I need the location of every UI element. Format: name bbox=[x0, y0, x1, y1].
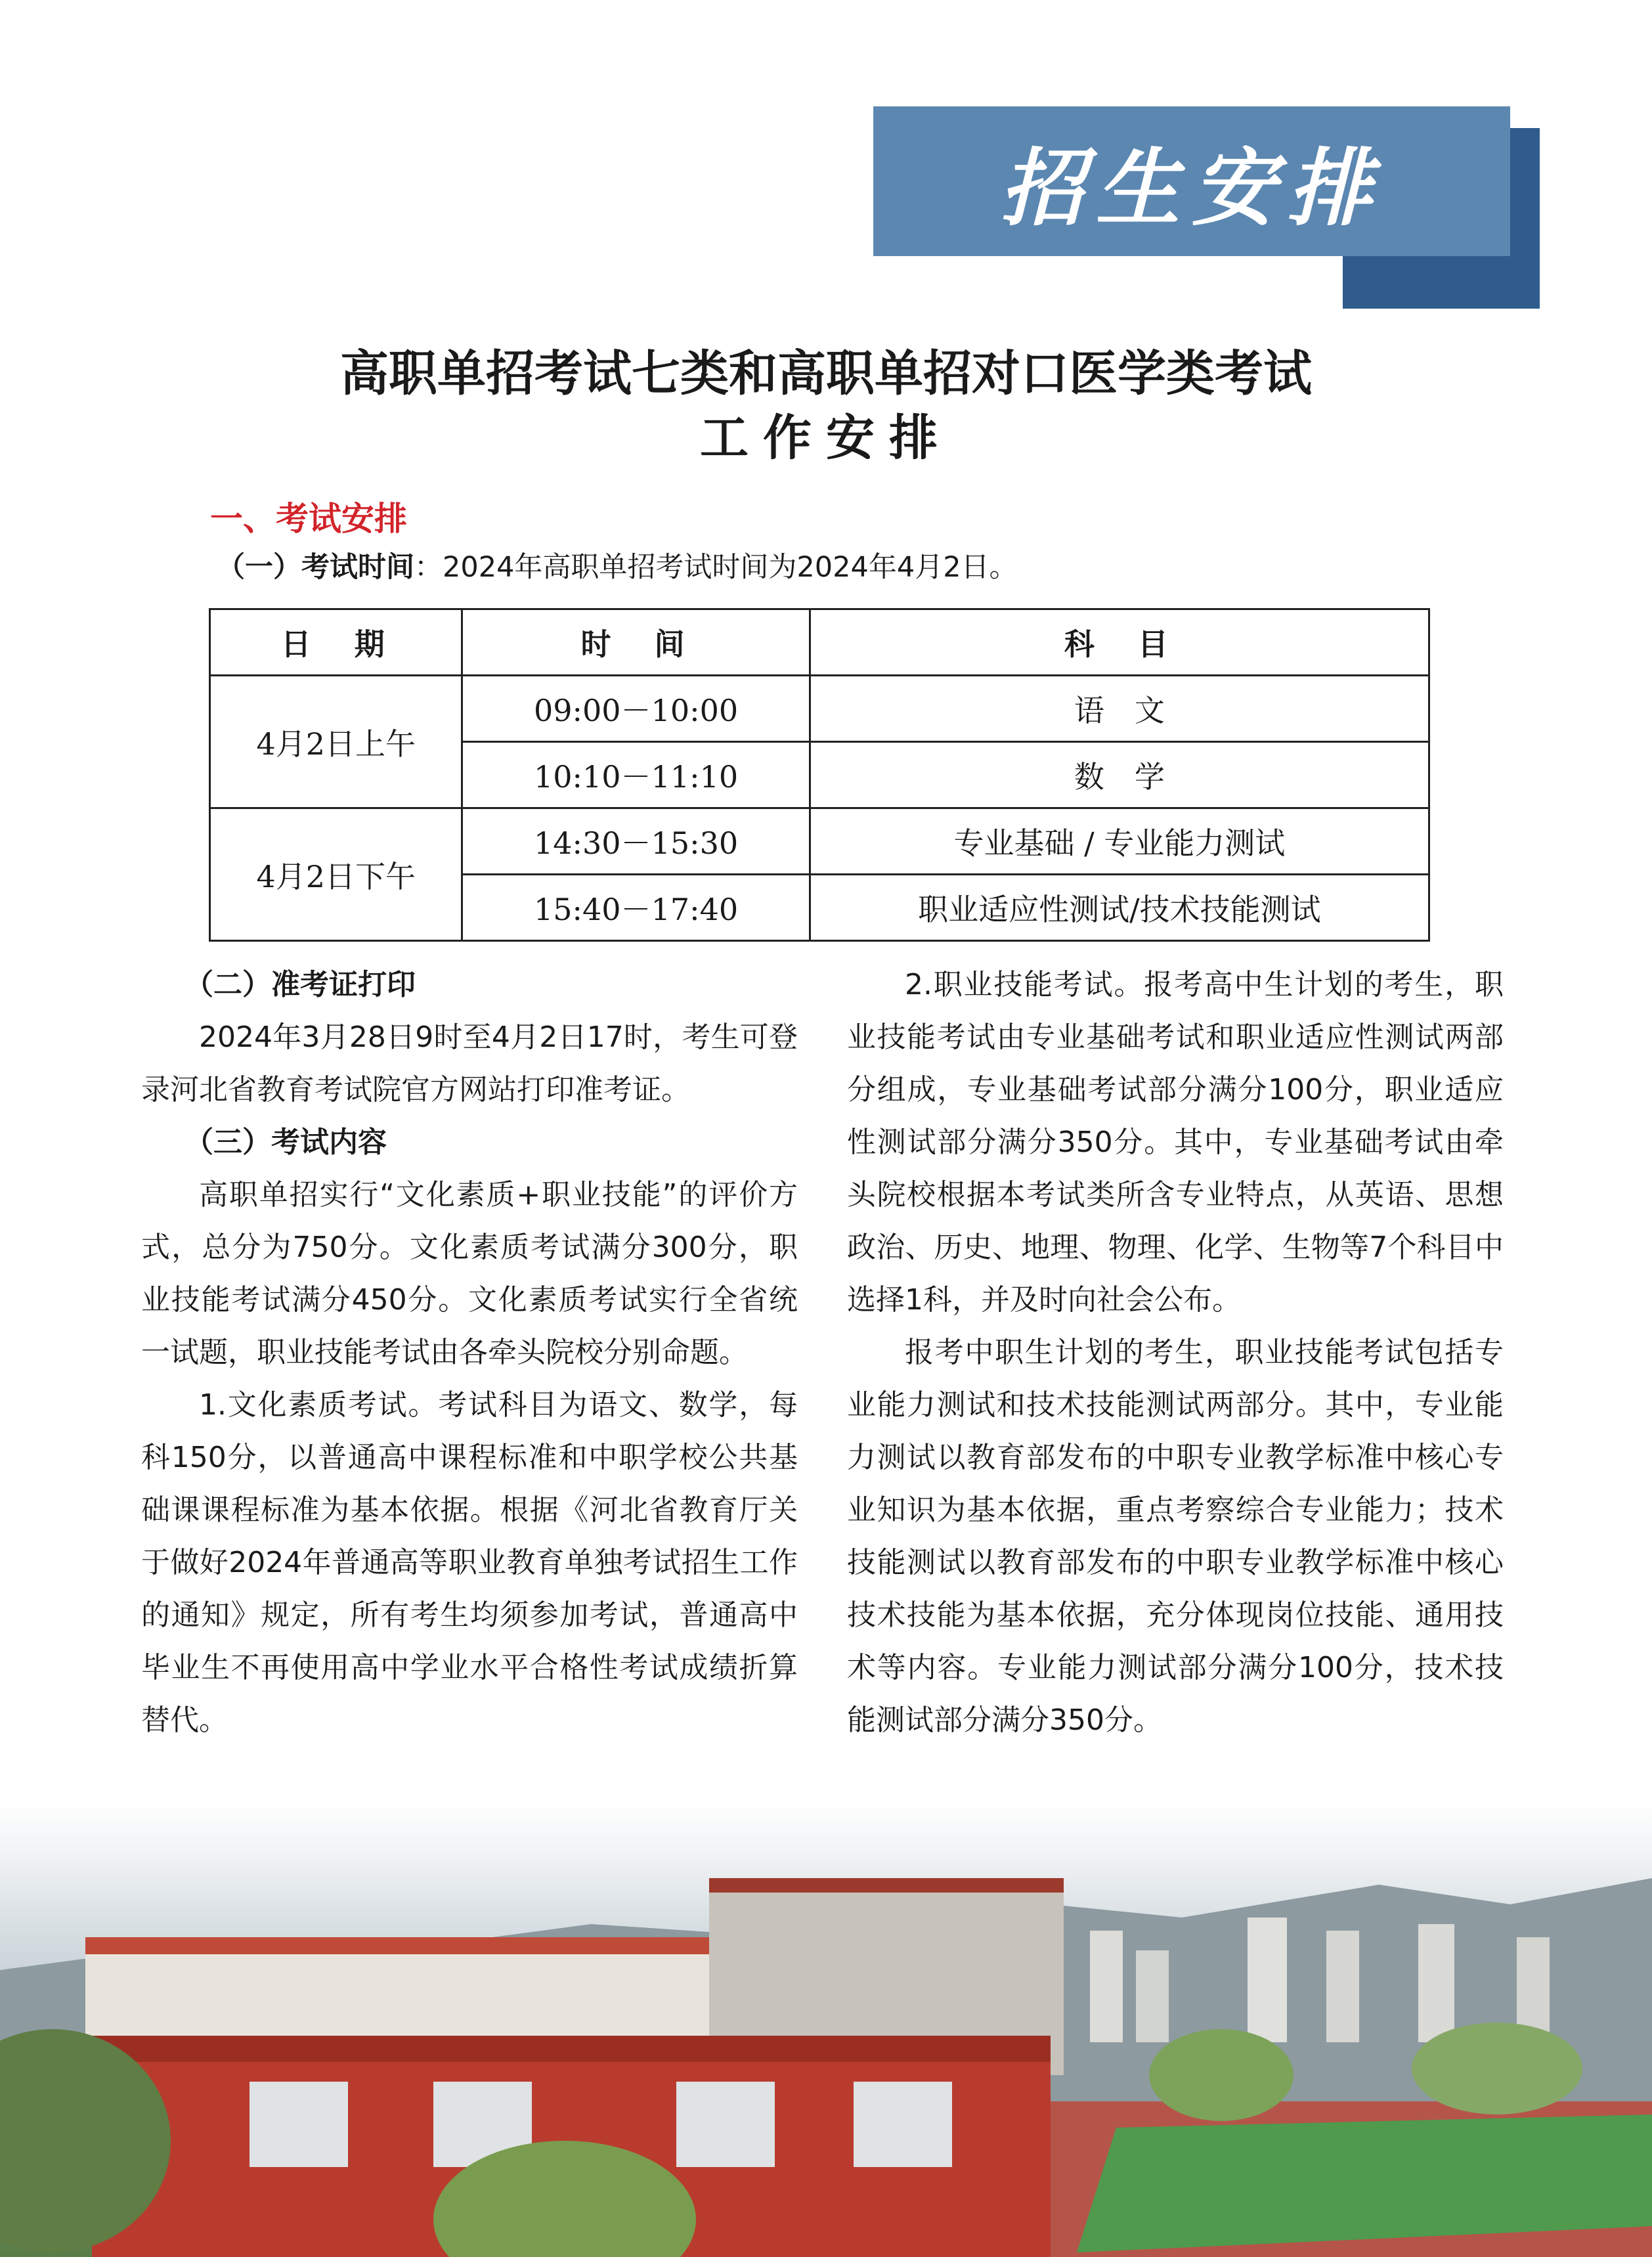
table-header-row bbox=[210, 609, 1429, 676]
paragraph-skill-exam: 2.职业技能考试。报考高中生计划的考生，职业技能考试由专业基础考试和职业适应性测试两部分组成，专业基础考试部分满分100分，职业适应性测试部分满分350分。其中，专业基础考试由牵头院校根据本考试类所含专业特点，从英语、思想政治、历史、地理、物理、化学、生物等7个科目中选择1科，并及时向社会公布。 bbox=[847, 968, 1504, 1317]
subheading-admission-ticket: （二）准考证打印 bbox=[185, 968, 416, 1001]
window bbox=[250, 2082, 348, 2167]
campus-photo bbox=[0, 1799, 1652, 2257]
subheading-exam-content: （三）考试内容 bbox=[185, 1126, 387, 1159]
title-line-1: 高职单招考试七类和高职单招对口医学类考试 bbox=[340, 345, 1312, 402]
time-cell: 10:10－11:10 bbox=[462, 742, 810, 808]
time-cell: 09:00－10:00 bbox=[462, 676, 810, 742]
paragraph-vocational-students: 报考中职生计划的考生，职业技能考试包括专业能力测试和技术技能测试两部分。其中，专业能力测试以教育部发布的中职专业教学标准中核心专业知识为基本依据，重点考察综合专业能力；技术技能测试以教育部发布的中职专业教学标准中核心技术技能为基本依据，充分体现岗位技能、通用技术等内容。专业能力测试部分满分100分，技术技能测试部分满分350分。 bbox=[847, 1336, 1504, 1737]
building-tower-roof bbox=[709, 1878, 1064, 1893]
tree bbox=[1412, 2023, 1582, 2115]
building-roof bbox=[85, 1937, 742, 1954]
left-column bbox=[141, 959, 798, 1747]
high-rise bbox=[1418, 1924, 1454, 2042]
header-subject: 科 目 bbox=[810, 609, 1429, 676]
building-front-top bbox=[92, 2036, 1051, 2062]
exam-schedule-table bbox=[209, 608, 1430, 942]
banner-title: 招生安排 bbox=[999, 139, 1383, 238]
paragraph-exam-content: 高职单招实行“文化素质+职业技能”的评价方式，总分为750分。文化素质考试满分300分，职业技能考试满分450分。文化素质考试实行全省统一试题，职业技能考试由各牵头院校分别命题。 bbox=[141, 1178, 798, 1369]
title-line-2: 工作安排 bbox=[700, 410, 952, 466]
paragraph-admission-ticket: 2024年3月28日9时至4月2日17时，考生可登录河北省教育考试院官方网站打印准考证。 bbox=[141, 1020, 798, 1107]
exam-time-line bbox=[217, 545, 1530, 585]
subject-cell: 数 学 bbox=[810, 742, 1429, 808]
table-row bbox=[210, 808, 1429, 875]
table-row bbox=[210, 676, 1429, 742]
header-date: 日 期 bbox=[210, 609, 462, 676]
high-rise bbox=[1248, 1917, 1287, 2042]
header-time: 时 间 bbox=[462, 609, 810, 676]
date-cell: 4月2日下午 bbox=[210, 808, 462, 941]
window bbox=[854, 2082, 952, 2167]
document-title bbox=[131, 341, 1521, 470]
window bbox=[676, 2082, 775, 2167]
section-heading-exam-arrangement: 一、考试安排 bbox=[210, 500, 407, 538]
date-cell: 4月2日上午 bbox=[210, 676, 462, 808]
high-rise bbox=[1136, 1950, 1169, 2042]
time-cell: 15:40－17:40 bbox=[462, 875, 810, 941]
high-rise bbox=[1090, 1931, 1123, 2042]
exam-time-label: （一）考试时间 bbox=[217, 551, 414, 584]
campus-illustration bbox=[0, 1799, 1652, 2257]
subject-cell: 专业基础 / 专业能力测试 bbox=[810, 808, 1429, 875]
exam-time-text: ：2024年高职单招考试时间为2024年4月2日。 bbox=[414, 551, 1018, 584]
time-cell: 14:30－15:30 bbox=[462, 808, 810, 875]
section-banner bbox=[873, 106, 1510, 256]
tree bbox=[1149, 2029, 1293, 2121]
paragraph-culture-exam: 1.文化素质考试。考试科目为语文、数学，每科150分，以普通高中课程标准和中职学校公共基础课课程标准为基本依据。根据《河北省教育厅关于做好2024年普通高等职业教育单独考试招生工作的通知》规定，所有考生均须参加考试，普通高中毕业生不再使用高中学业水平合格性考试成绩折算替代。 bbox=[141, 1388, 798, 1737]
high-rise bbox=[1326, 1931, 1359, 2042]
subject-cell: 职业适应性测试/技术技能测试 bbox=[810, 875, 1429, 941]
right-column bbox=[847, 959, 1504, 1747]
subject-cell: 语 文 bbox=[810, 676, 1429, 742]
